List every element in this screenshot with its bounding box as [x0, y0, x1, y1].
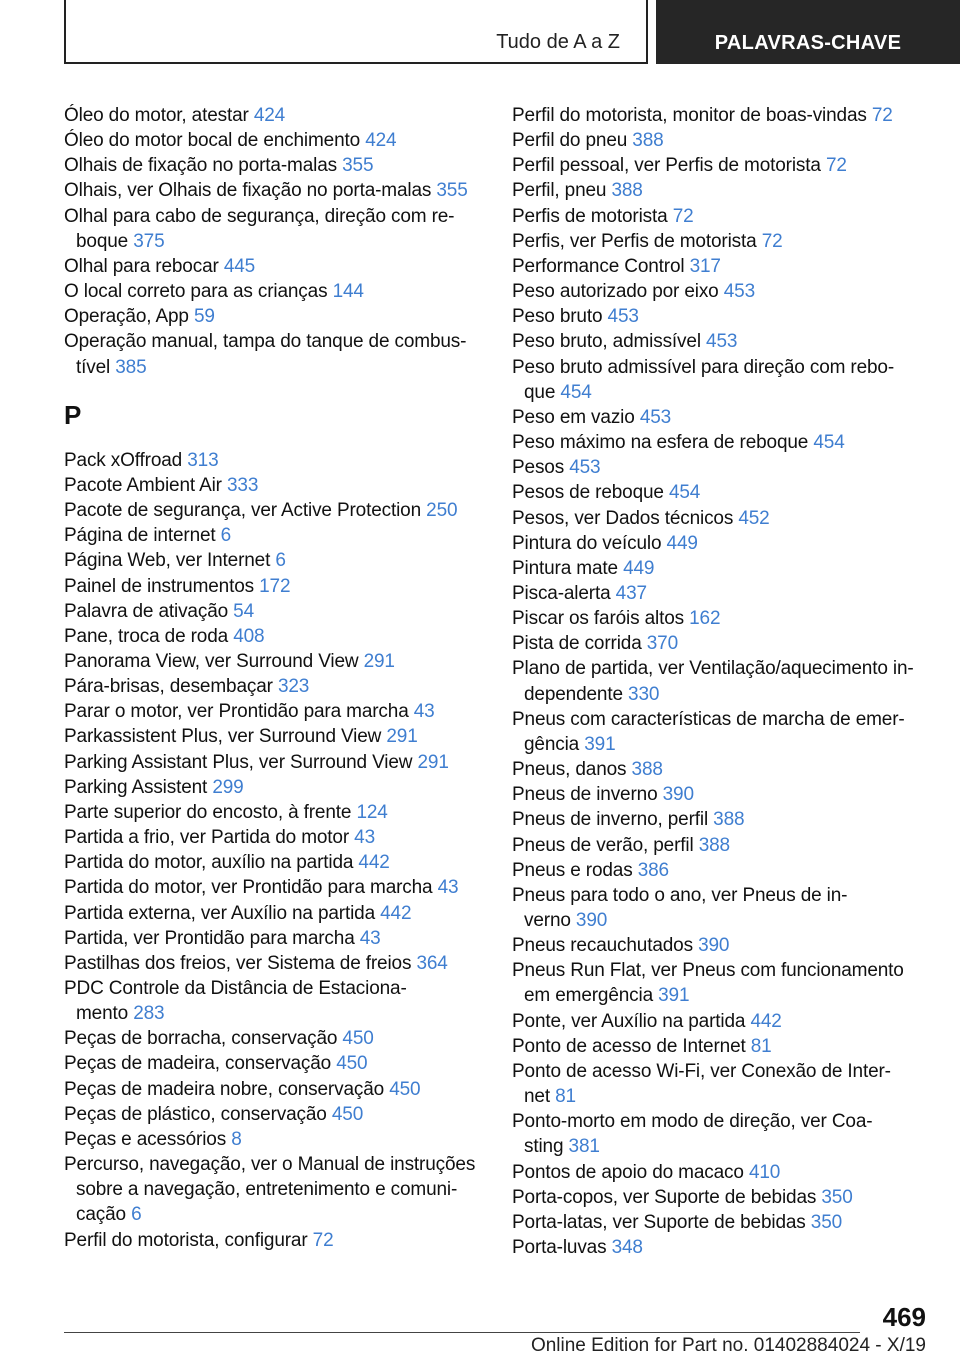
index-entry-page-link[interactable]: 454 — [813, 432, 845, 454]
index-entry — [64, 1228, 484, 1253]
index-entry-term: Pneus, danos — [512, 759, 627, 781]
index-entry-term: Performance Control — [512, 255, 685, 277]
index-entry-page-link[interactable]: 388 — [713, 809, 745, 831]
index-entry — [512, 279, 932, 304]
index-entry-term: Plano de partida, ver Ventilação/aquecimento in- — [512, 658, 914, 680]
index-entry-term: Pneus de inverno, perfil — [512, 809, 709, 831]
index-entry-continuation: boque — [76, 230, 129, 252]
index-entry — [512, 1059, 932, 1109]
footer-divider — [64, 1332, 860, 1333]
index-entry-term: Página de internet — [64, 525, 216, 547]
index-entry-page-link[interactable]: 291 — [363, 650, 395, 672]
index-entry-continuation: que — [524, 381, 556, 403]
index-entry — [512, 1235, 932, 1260]
index-entry — [512, 355, 932, 405]
index-entry — [64, 825, 484, 850]
index-entry — [512, 933, 932, 958]
index-entry-page-link[interactable]: 43 — [437, 877, 459, 899]
index-entry-page-link[interactable]: 410 — [748, 1161, 781, 1183]
index-entry-term: Partida, ver Prontidão para marcha — [64, 927, 355, 949]
index-entry — [64, 448, 484, 473]
index-entry-page-link[interactable]: 450 — [331, 1103, 364, 1125]
index-entry-page-link[interactable]: 355 — [342, 155, 374, 177]
index-entry — [64, 1152, 484, 1227]
index-entry — [512, 405, 932, 430]
index-entry-term: Ponto-morto em modo de direção, ver Coa- — [512, 1111, 873, 1133]
index-entry-term: Piscar os faróis altos — [512, 608, 684, 630]
index-entry-page-link[interactable]: 43 — [354, 827, 375, 849]
index-entry-term: Peso autorizado por eixo — [512, 281, 719, 303]
index-entry — [512, 1160, 932, 1185]
index-entry — [512, 606, 932, 631]
index-entry — [64, 674, 484, 699]
index-entry-term: Pára-brisas, desembaçar — [64, 676, 273, 698]
index-entry-term: Painel de instrumentos — [64, 575, 254, 597]
index-entry-term: Pesos — [512, 457, 565, 479]
index-entry-term: Perfil pessoal, ver Perfis de motorista — [512, 155, 821, 177]
index-entry-page-link[interactable]: 291 — [417, 751, 449, 773]
index-entry-term: Operação, App — [64, 306, 189, 328]
index-entry — [512, 229, 932, 254]
index-entry-page-link[interactable]: 408 — [233, 625, 265, 647]
index-entry-term: Ponte, ver Auxílio na partida — [512, 1010, 746, 1032]
index-entry-page-link[interactable]: 388 — [632, 130, 664, 152]
index-entry-page-link[interactable]: 59 — [193, 306, 215, 328]
index-entry-term: Pesos, ver Dados técnicos — [512, 507, 734, 529]
index-entry-term: Porta-latas, ver Suporte de bebidas — [512, 1211, 806, 1233]
index-entry — [64, 875, 484, 900]
index-entry-continuation: net — [524, 1086, 550, 1108]
index-entry — [512, 631, 932, 656]
index-entry-page-link[interactable]: 6 — [275, 550, 286, 572]
index-entry — [64, 1026, 484, 1051]
index-entry-page-link[interactable]: 330 — [628, 683, 660, 705]
index-entry-page-link[interactable]: 390 — [575, 910, 608, 931]
header-chapter-tab — [656, 0, 960, 64]
index-entry-term: Pista de corrida — [512, 633, 642, 655]
index-entry-page-link[interactable]: 81 — [750, 1035, 772, 1057]
index-entry-page-link[interactable]: 385 — [115, 356, 147, 378]
index-entry — [512, 958, 932, 1008]
index-entry-continuation: cação — [76, 1204, 126, 1226]
index-entry-page-link[interactable]: 144 — [332, 281, 364, 303]
index-entry-page-link[interactable]: 313 — [187, 449, 219, 471]
index-entry — [512, 707, 932, 757]
index-entry-term: Palavra de ativação — [64, 600, 229, 622]
index-entry-page-link[interactable]: 291 — [386, 726, 418, 748]
index-entry-term: Partida externa, ver Auxílio na partida — [64, 902, 375, 924]
index-entry-page-link[interactable]: 124 — [356, 801, 388, 823]
index-entry — [64, 574, 484, 599]
index-entry-page-link[interactable]: 348 — [611, 1237, 643, 1259]
index-entry-page-link[interactable]: 442 — [750, 1010, 782, 1032]
index-entry-term: Olhal para rebocar — [64, 255, 219, 277]
index-entry-page-link[interactable]: 388 — [631, 759, 663, 781]
index-entry-page-link[interactable]: 333 — [226, 474, 259, 496]
index-entry-term: Olhal para cabo de segurança, direção com re- — [64, 205, 455, 227]
index-entry — [64, 548, 484, 573]
index-entry-term: Porta-copos, ver Suporte de bebidas — [512, 1186, 817, 1208]
index-entry-page-link[interactable]: 350 — [810, 1211, 843, 1233]
index-entry-term: Pastilhas dos freios, ver Sistema de freios — [64, 952, 412, 974]
index-entry — [512, 858, 932, 883]
index-entry-page-link[interactable]: 350 — [821, 1186, 853, 1208]
index-entry — [512, 455, 932, 480]
index-entry-term: Óleo do motor bocal de enchimento — [64, 130, 361, 152]
index-entry-term: Olhais de fixação no porta-malas — [64, 155, 337, 177]
index-entry-term: Página Web, ver Internet — [64, 550, 271, 572]
index-entry — [512, 757, 932, 782]
index-entry — [64, 329, 484, 379]
index-entry-term: Operação manual, tampa do tanque de combus- — [64, 331, 467, 353]
index-entry-term: Pneus de verão, perfil — [512, 834, 694, 856]
index-entry-page-link[interactable]: 6 — [131, 1204, 142, 1226]
index-entry-continuation: mento — [76, 1003, 129, 1025]
index-entry-page-link[interactable]: 72 — [761, 230, 783, 252]
index-entry-page-link[interactable]: 454 — [668, 482, 701, 504]
index-entry — [64, 279, 484, 304]
index-entry-term: Ponto de acesso Wi-Fi, ver Conexão de Inter- — [512, 1060, 891, 1082]
index-entry-term: Pacote de segurança, ver Active Protection — [64, 500, 422, 522]
page-number: 469 — [882, 1302, 926, 1332]
index-entry — [64, 649, 484, 674]
index-entry-term: Pneus e rodas — [512, 859, 633, 881]
index-entry-continuation: dependente — [524, 683, 623, 705]
index-entry — [512, 1034, 932, 1059]
index-entry-term: Perfis, ver Perfis de motorista — [512, 230, 757, 252]
index-entry-term: Pneus com características de marcha de emer- — [512, 708, 905, 730]
index-entry-term: Pisca-alerta — [512, 582, 611, 604]
index-entry — [64, 523, 484, 548]
index-entry-term: Pintura mate — [512, 557, 618, 579]
index-entry-continuation: gência — [524, 733, 580, 755]
index-entry-term: Pane, troca de roda — [64, 625, 229, 647]
index-entry-term: Percurso, navegação, ver o Manual de instruções — [64, 1154, 476, 1176]
index-entry — [512, 204, 932, 229]
index-entry — [512, 254, 932, 279]
index-entry-term: Pontos de apoio do macaco — [512, 1161, 744, 1183]
index-entry-page-link[interactable]: 453 — [607, 306, 639, 328]
index-entry-term: Partida do motor, auxílio na partida — [64, 852, 354, 874]
index-entry-page-link[interactable]: 43 — [413, 701, 435, 723]
index-entry — [512, 430, 932, 455]
index-entry-term: Ponto de acesso de Internet — [512, 1035, 746, 1057]
index-entry — [512, 1109, 932, 1159]
index-entry-page-link[interactable]: 388 — [611, 180, 643, 202]
index-entry-page-link[interactable]: 386 — [637, 859, 669, 881]
index-entry — [512, 782, 932, 807]
index-entry — [512, 1009, 932, 1034]
index-entry-term: Perfil do pneu — [512, 130, 628, 152]
index-entry-page-link[interactable]: 323 — [277, 676, 310, 698]
index-entry — [64, 724, 484, 749]
index-entry — [64, 800, 484, 825]
index-entry — [64, 204, 484, 254]
index-entry-page-link[interactable]: 370 — [646, 633, 679, 655]
index-entry-term: Parte superior do encosto, à frente — [64, 801, 352, 823]
index-entry-page-link[interactable]: 8 — [231, 1128, 242, 1150]
index-entry-page-link[interactable]: 390 — [698, 935, 730, 957]
index-entry — [512, 506, 932, 531]
index-entry — [64, 153, 484, 178]
index-entry-page-link[interactable]: 442 — [358, 852, 390, 874]
index-entry — [64, 178, 484, 203]
index-entry-term: Peças de madeira nobre, conservação — [64, 1078, 385, 1100]
index-entry-term: Perfil, pneu — [512, 180, 607, 202]
footer-edition-text: Online Edition for Part no. 01402884024 - X/19 — [530, 1335, 926, 1356]
header-chapter-title: PALAVRAS-CHAVE — [714, 32, 902, 54]
index-entry — [64, 103, 484, 128]
index-entry — [512, 807, 932, 832]
index-entry-term: Pacote Ambient Air — [64, 474, 222, 496]
index-entry-page-link[interactable]: 355 — [436, 180, 468, 202]
index-entry — [512, 581, 932, 606]
index-entry-page-link[interactable]: 6 — [220, 525, 232, 547]
index-entry — [64, 750, 484, 775]
index-entry-page-link[interactable]: 391 — [658, 985, 690, 1007]
index-entry-term: Perfil do motorista, monitor de boas-vindas — [512, 105, 867, 126]
index-entry-term: Parking Assistant Plus, ver Surround View — [64, 751, 413, 773]
index-entry-term: Peso bruto — [512, 306, 603, 328]
index-entry-continuation: em emergência — [524, 985, 653, 1007]
index-entry-page-link[interactable]: 450 — [336, 1053, 368, 1075]
index-entry-term: Perfil do motorista, configurar — [64, 1229, 308, 1251]
index-entry-page-link[interactable]: 72 — [672, 205, 694, 227]
index-entry-page-link[interactable]: 452 — [738, 507, 770, 529]
index-entry-term: Pneus para todo o ano, ver Pneus de in- — [512, 884, 848, 906]
index-entry — [64, 699, 484, 724]
index-entry-page-link[interactable]: 72 — [825, 155, 847, 177]
index-entry-term: Peso bruto, admissível — [512, 331, 701, 353]
index-entry-page-link[interactable]: 453 — [639, 406, 672, 428]
index-entry-page-link[interactable]: 388 — [698, 834, 730, 856]
index-entry-page-link[interactable]: 390 — [662, 784, 694, 806]
index-column-left — [64, 103, 484, 1253]
index-entry-term: Porta-luvas — [512, 1237, 607, 1259]
index-entry-page-link[interactable]: 437 — [615, 582, 647, 604]
index-entry-term: Pneus recauchutados — [512, 935, 693, 957]
index-entry-term: Partida do motor, ver Prontidão para marcha — [64, 877, 433, 899]
index-entry — [64, 951, 484, 976]
index-entry-page-link[interactable]: 449 — [623, 557, 655, 579]
index-entry — [512, 153, 932, 178]
index-section-letter: P — [64, 399, 82, 430]
index-entry — [512, 556, 932, 581]
index-entry — [64, 976, 484, 1026]
index-entry-page-link[interactable]: 445 — [223, 255, 256, 277]
header-section-title: Tudo de A a Z — [496, 31, 620, 53]
index-entry-page-link[interactable]: 283 — [133, 1003, 165, 1025]
index-entry — [64, 1077, 484, 1102]
index-entry-page-link[interactable]: 449 — [666, 532, 698, 554]
index-entry-term: Pneus Run Flat, ver Pneus com funcionamento — [512, 960, 904, 982]
index-entry-page-link[interactable]: 375 — [133, 230, 165, 252]
index-entry-term: Pesos de reboque — [512, 482, 664, 504]
index-entry — [512, 1210, 932, 1235]
index-entry — [64, 254, 484, 279]
index-entry-term: Peças de plástico, conservação — [64, 1103, 327, 1125]
index-entry-term: Óleo do motor, atestar — [64, 105, 249, 126]
index-entry-page-link[interactable]: 450 — [389, 1078, 421, 1100]
index-entry — [512, 833, 932, 858]
index-entry — [64, 1102, 484, 1127]
index-entry-page-link[interactable]: 43 — [359, 927, 381, 949]
index-entry-page-link[interactable]: 391 — [584, 733, 616, 755]
index-entry-page-link[interactable]: 424 — [253, 105, 286, 126]
index-entry-term: Pack xOffroad — [64, 449, 183, 471]
index-entry-term: Parking Assistent — [64, 776, 208, 798]
index-entry-term: Peso máximo na esfera de reboque — [512, 432, 809, 454]
index-entry-page-link[interactable]: 162 — [689, 608, 721, 630]
index-entry-page-link[interactable]: 453 — [569, 457, 601, 479]
index-entry-page-link[interactable]: 81 — [555, 1086, 576, 1108]
index-entry — [512, 480, 932, 505]
index-entry-term: Perfis de motorista — [512, 205, 668, 227]
index-entry-page-link[interactable]: 450 — [342, 1028, 374, 1050]
index-entry-term: PDC Controle da Distância de Estaciona- — [64, 978, 407, 999]
index-entry — [512, 304, 932, 329]
index-entry-term: Peças de borracha, conservação — [64, 1028, 338, 1050]
index-entry — [512, 531, 932, 556]
index-entry — [512, 656, 932, 706]
index-entry-term: Panorama View, ver Surround View — [64, 650, 359, 672]
index-entry — [64, 926, 484, 951]
index-entry — [64, 599, 484, 624]
index-entry — [512, 128, 932, 153]
index-entry-term: Parar o motor, ver Prontidão para marcha — [64, 701, 409, 723]
index-entry-term: Peso bruto admissível para direção com rebo- — [512, 356, 895, 378]
index-entry-term: Pneus de inverno — [512, 784, 658, 806]
index-entry-term: Peso em vazio — [512, 406, 635, 428]
index-entry — [64, 624, 484, 649]
index-entry-term: Peças de madeira, conservação — [64, 1053, 332, 1075]
index-entry — [64, 1127, 484, 1152]
index-entry-term: O local correto para as crianças — [64, 281, 328, 303]
index-entry — [64, 901, 484, 926]
index-entry-page-link[interactable]: 250 — [426, 500, 458, 522]
index-entry-page-link[interactable]: 299 — [212, 776, 244, 798]
index-entry-page-link[interactable]: 424 — [365, 130, 397, 152]
index-entry — [512, 103, 932, 128]
index-entry — [512, 1185, 932, 1210]
index-entry — [64, 128, 484, 153]
index-entry-term: Peças e acessórios — [64, 1128, 227, 1150]
index-entry-page-link[interactable]: 72 — [312, 1229, 334, 1251]
index-entry-term: Pintura do veículo — [512, 532, 662, 554]
index-entry — [64, 1051, 484, 1076]
index-entry — [64, 498, 484, 523]
index-column-right — [512, 103, 932, 1260]
index-entry — [512, 329, 932, 354]
index-entry — [512, 178, 932, 203]
index-entry-term: Partida a frio, ver Partida do motor — [64, 827, 350, 849]
index-entry — [64, 850, 484, 875]
index-entry-page-link[interactable]: 381 — [568, 1136, 600, 1158]
index-entry-term: Olhais, ver Olhais de fixação no porta-malas — [64, 180, 432, 202]
index-entry — [64, 473, 484, 498]
index-entry — [64, 775, 484, 800]
index-entry-page-link[interactable]: 317 — [689, 255, 721, 277]
index-entry-page-link[interactable]: 54 — [233, 600, 255, 622]
index-entry-continuation: sting — [524, 1136, 564, 1158]
index-entry-term: Parkassistent Plus, ver Surround View — [64, 726, 382, 748]
index-entry-continuation: sobre a navegação, entretenimento e comuni- — [76, 1179, 458, 1201]
index-entry-page-link[interactable]: 364 — [416, 952, 448, 974]
index-entry-page-link[interactable]: 453 — [723, 281, 755, 303]
header-section-tab — [64, 0, 648, 64]
index-entry-page-link[interactable]: 453 — [706, 331, 738, 353]
index-entry — [512, 883, 932, 933]
index-entry-page-link[interactable]: 172 — [259, 575, 291, 597]
index-entry-continuation: verno — [524, 910, 571, 931]
index-entry-page-link[interactable]: 72 — [871, 105, 893, 126]
index-entry-continuation: tível — [76, 356, 111, 378]
index-entry-page-link[interactable]: 442 — [380, 902, 412, 924]
index-entry — [64, 304, 484, 329]
index-entry-page-link[interactable]: 454 — [560, 381, 592, 403]
